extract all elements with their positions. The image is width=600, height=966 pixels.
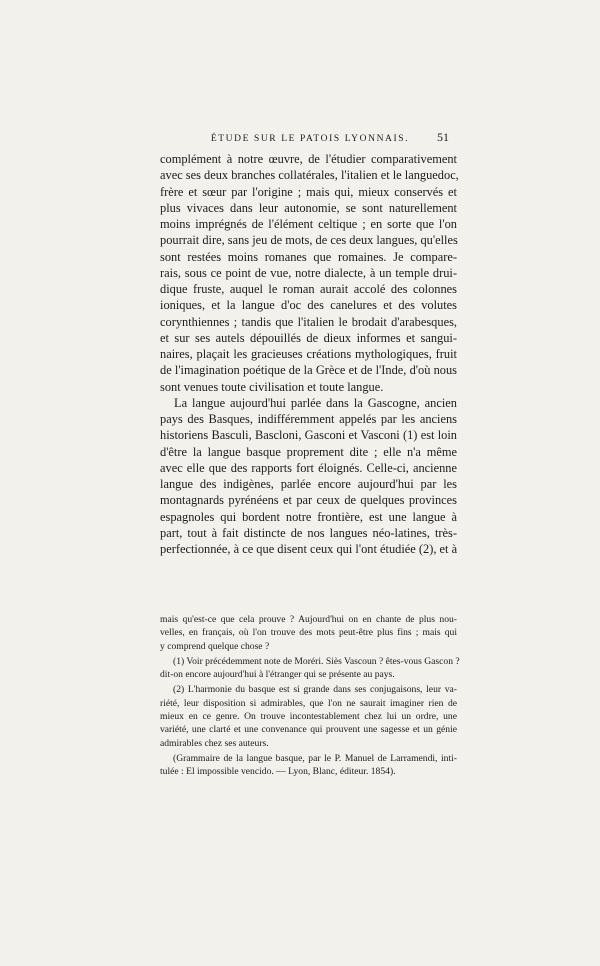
- footnote-line: (Grammaire de la langue basque, par le P. Manuel de Larramendi, inti-: [173, 752, 457, 764]
- footnote-line: variété, une clarté et une convenance qui prouvent une sagesse et un génie: [160, 724, 457, 736]
- body-line: sont restées moins romanes que romaines. Je compare-: [160, 249, 457, 264]
- body-line: sont venues toute civilisation et toute langue.: [160, 379, 384, 394]
- body-line: moins imprégnés de l'élément celtique ; en sorte que l'on: [160, 217, 457, 231]
- footnote-line: mais qu'est-ce que cela prouve ? Aujourd'hui on en chante de plus nou-: [160, 614, 457, 625]
- footnote-line: dit-on encore aujourd'hui à l'étranger qui se présente au pays.: [160, 669, 395, 681]
- footnotes: [160, 613, 460, 779]
- footnote-line: mieux en ce genre. On trouve incontestablement chez lui un ordre, une: [160, 711, 457, 723]
- body-line: plus vivaces dans leur autonomie, se sont naturellement: [160, 200, 457, 215]
- body-line: part, tout à fait distincte de nos langues néo-latines, très-: [160, 525, 457, 540]
- body-line: d'être la langue basque proprement dite ; elle n'a même: [160, 444, 457, 459]
- body-line: pourrait dire, sans jeu de mots, de ces deux langues, qu'elles: [160, 233, 458, 248]
- body-line: espagnoles qui bordent notre frontière, est une langue à: [160, 509, 457, 524]
- body-line: rais, sous ce point de vue, notre dialecte, à un temple drui-: [160, 265, 457, 280]
- body-line: montagnards pyrénéens et par ceux de quelques provinces: [160, 493, 457, 508]
- body-line: pays des Basques, indifféremment appelés par les anciens: [160, 412, 457, 426]
- body-line: historiens Basculi, Bascloni, Gasconi et Vasconi (1) est loin: [160, 428, 457, 443]
- body-line: ioniques, et la langue d'oc des canelures et des volutes: [160, 298, 457, 313]
- footnote-line: admirables chez ses auteurs.: [160, 737, 269, 749]
- page-number: 51: [437, 130, 449, 144]
- running-title: ÉTUDE SUR LE PATOIS LYONNAIS.: [210, 134, 410, 144]
- body-line: avec ses deux branches collatérales, l'italien et le languedoc,: [160, 168, 459, 183]
- body-line: de l'imagination poétique de la Grèce et de l'Inde, d'où nous: [160, 363, 457, 378]
- footnote-line: (1) Voir précédemment note de Moréri. Siès Vascoun ? êtes-vous Gascon ?: [173, 655, 460, 667]
- body-line: et sur ses autels dépouillés de dieux informes et sangui-: [160, 330, 457, 345]
- body-line: dique fruste, auquel le roman aurait accolé des colonnes: [160, 282, 457, 296]
- body-line: avec elle que des rapports fort éloignés. Celle-ci, ancienne: [160, 460, 457, 475]
- body-line: naires, plaçait les gracieuses créations mythologiques, fruit: [160, 347, 457, 361]
- body-line: langue des indigènes, parlée encore aujourd'hui par les: [160, 477, 457, 491]
- footnote-line: tulée : El impossible vencido. — Lyon, Blanc, éditeur. 1854).: [160, 766, 396, 778]
- body-line: frère et sœur par l'origine ; mais qui, mieux conservés et: [160, 184, 457, 199]
- body-line: complément à notre œuvre, de l'étudier comparativement: [160, 152, 457, 166]
- body-line: perfectionnée, à ce que disent ceux qui l'ont étudiée (2), et à: [160, 542, 458, 556]
- footnote-line: (2) L'harmonie du basque est si grande dans ses conjugaisons, leur va-: [173, 684, 457, 696]
- footnote-line: velles, en français, où l'on trouve des mots peut-être plus fins ; mais qui: [160, 627, 457, 639]
- footnote-line: riété, leur disposition si admirables, que l'on ne saurait imaginer rien de: [160, 697, 457, 709]
- footnote-line: y comprend quelque chose ?: [160, 640, 270, 652]
- body-line: La langue aujourd'hui parlée dans la Gascogne, ancien: [174, 395, 457, 410]
- body-text: [160, 151, 457, 557]
- body-line: corynthiennes ; tandis que l'italien le brodait d'arabesques,: [160, 314, 457, 329]
